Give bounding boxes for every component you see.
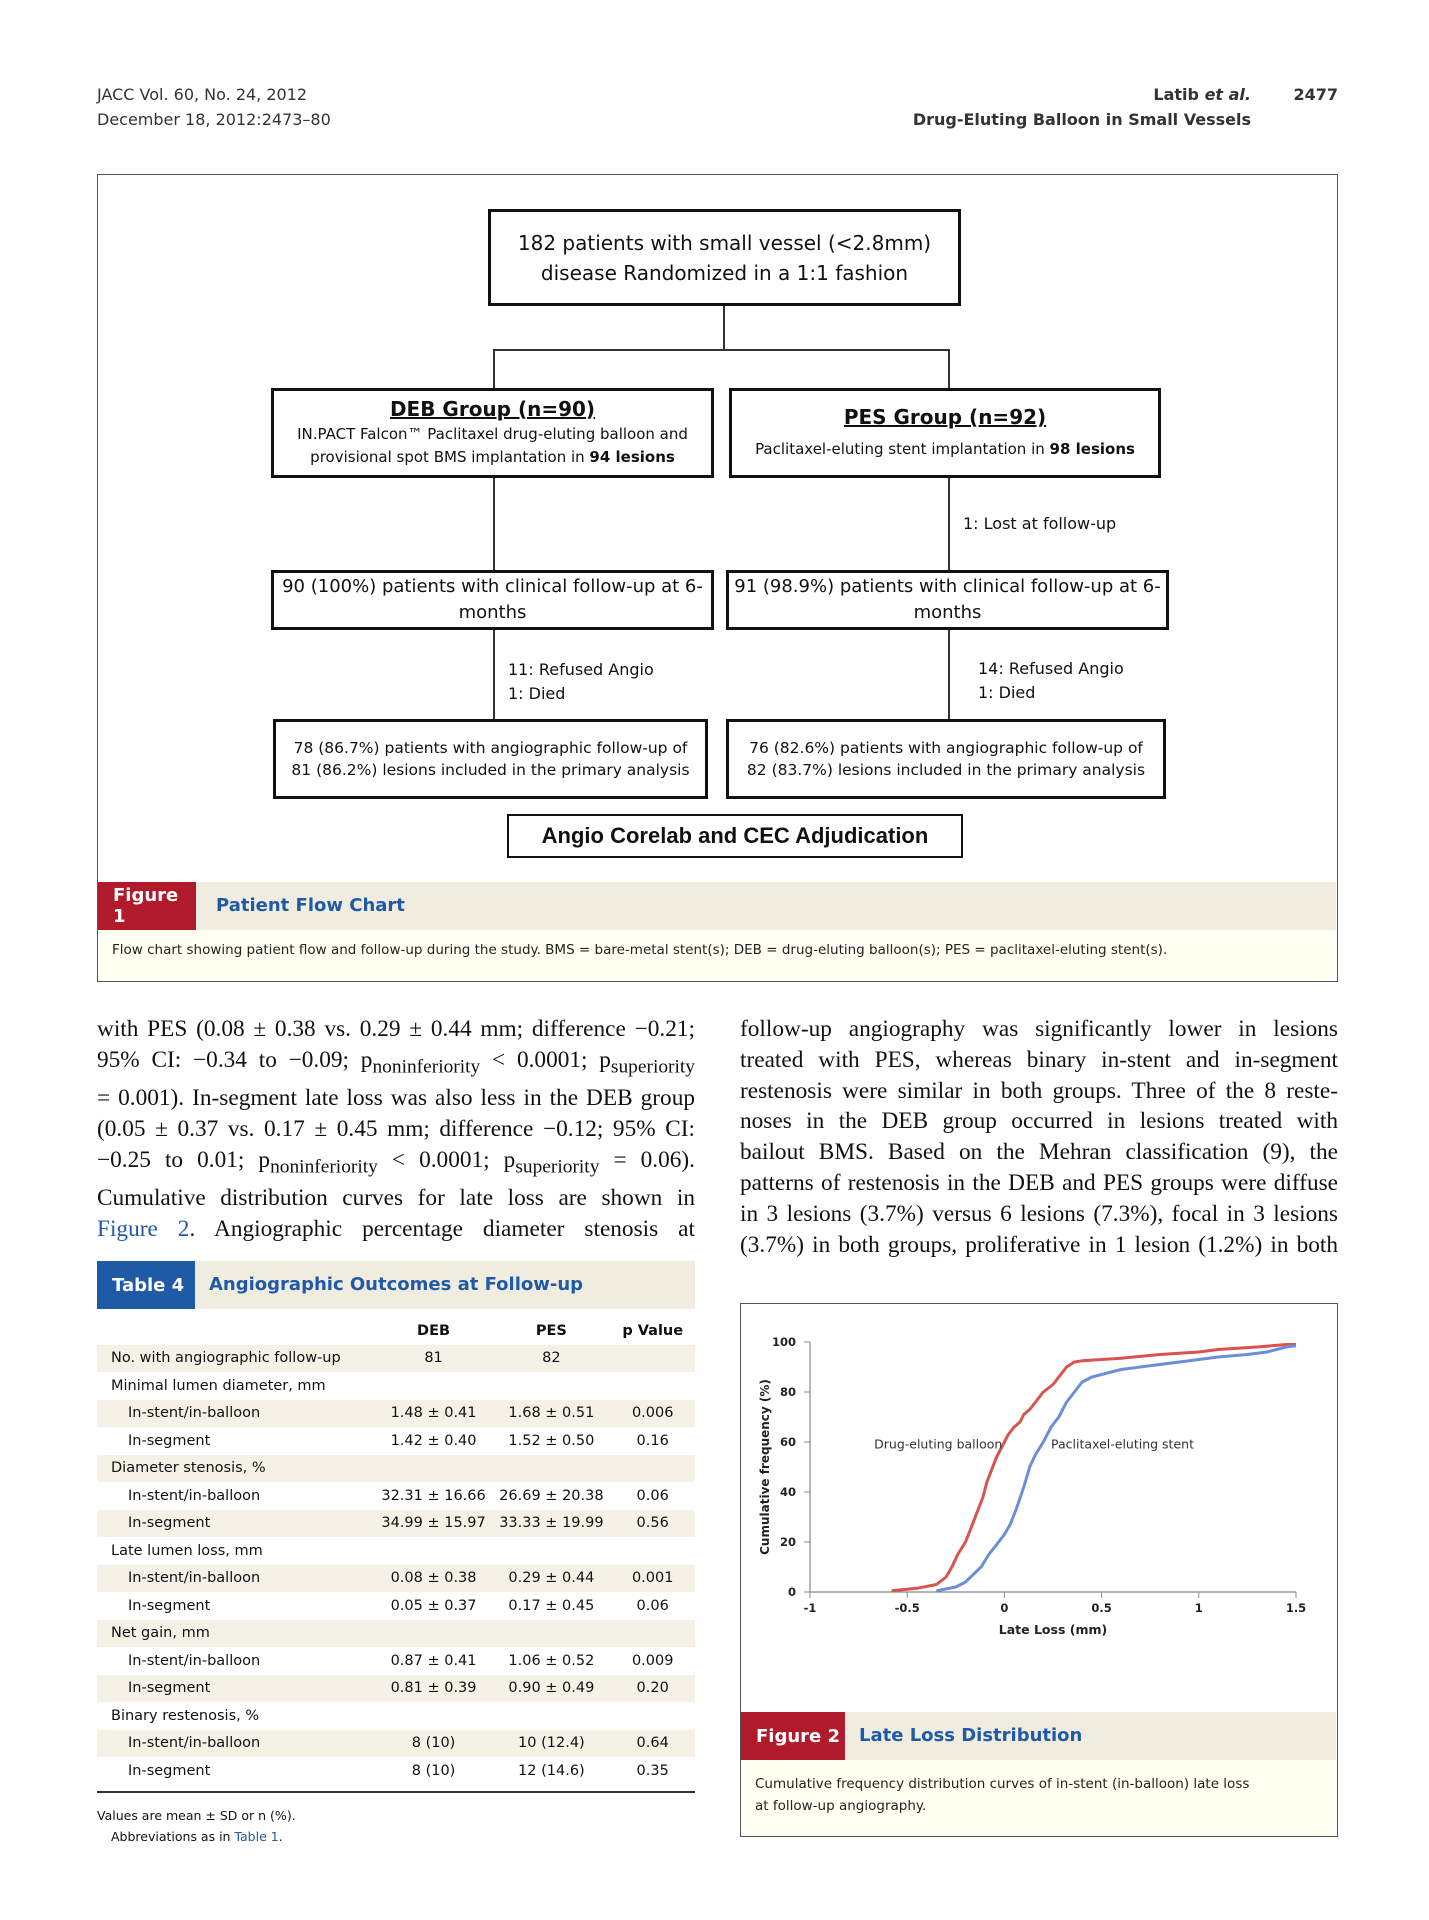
x-tick-label: -1 (803, 1601, 817, 1615)
table-cell-deb: 34.99 ± 15.97 (375, 1510, 493, 1538)
pes-angio-line-2: 82 (83.7%) lesions included in the primary analysis (746, 761, 1146, 779)
table-cell-deb (375, 1620, 493, 1648)
journal-date-pages: December 18, 2012:2473–80 (97, 110, 331, 129)
table-cell-label: No. with angiographic follow-up (97, 1345, 375, 1373)
table-cell-label: Diameter stenosis, % (97, 1455, 375, 1483)
corelab-box (507, 814, 963, 858)
table-cell-pes: 1.52 ± 0.50 (508, 1432, 595, 1449)
x-tick-label: 0.5 (1091, 1601, 1112, 1615)
connector (493, 349, 495, 388)
table-4-title: Angiographic Outcomes at Follow-up (209, 1274, 584, 1295)
table-footnote-1: Values are mean ± SD or n (%). (97, 1808, 296, 1823)
connector (723, 306, 725, 350)
table-cell-label: In-stent/in-balloon (128, 1652, 261, 1669)
table-cell-p (610, 1345, 695, 1373)
body-left-line: with PES (0.08 ± 0.38 vs. 0.29 ± 0.44 mm; difference −0.21; (97, 1016, 695, 1042)
table-cell-p: 0.001 (610, 1565, 695, 1593)
randomized-line-1: 182 patients with small vessel (<2.8mm) (517, 230, 932, 255)
pes-group-title: PES Group (n=92) (843, 405, 1047, 429)
table-cell-pes: 1.06 ± 0.52 (508, 1652, 595, 1669)
table-row (97, 1455, 695, 1483)
figure-2-caption-line: Cumulative frequency distribution curves of in-stent (in-balloon) late loss (755, 1776, 1250, 1792)
figure-2-title: Late Loss Distribution (859, 1725, 1083, 1746)
page-number: 2477 (1293, 85, 1338, 104)
table-cell-pes: 33.33 ± 19.99 (492, 1510, 610, 1538)
y-tick-label: 100 (771, 1335, 796, 1349)
figure-1 (97, 174, 1338, 982)
body-left-line: (0.05 ± 0.37 vs. 0.17 ± 0.45 mm; difference −0.12; 95% CI: (97, 1116, 695, 1143)
y-tick-label: 20 (779, 1535, 796, 1549)
table-cell-deb (375, 1372, 493, 1400)
table-cell-label: In-segment (128, 1762, 211, 1779)
table-cell-p: 0.64 (610, 1730, 695, 1758)
table-row (97, 1730, 695, 1758)
table-cell-p: 0.56 (610, 1510, 695, 1538)
table-cell-deb: 1.42 ± 0.40 (390, 1432, 477, 1449)
table-header-cell: PES (535, 1322, 567, 1339)
table-cell-pes: 82 (492, 1345, 610, 1373)
table-cell-p: 0.006 (610, 1400, 695, 1428)
deb-died: 1: Died (508, 684, 566, 703)
table-cell-label: In-stent/in-balloon (97, 1730, 375, 1758)
table-cell-label: Net gain, mm (97, 1620, 375, 1648)
table-cell-label: In-segment (128, 1432, 211, 1449)
table-cell-pes: 0.90 ± 0.49 (492, 1675, 610, 1703)
chart-axes (772, 1335, 1306, 1615)
randomized-box (488, 209, 961, 306)
author-name: Latib (1153, 85, 1199, 104)
deb-exclusions (508, 658, 654, 706)
author-etal: et al. (1204, 85, 1251, 104)
connector (948, 349, 950, 388)
table-cell-p: 0.009 (631, 1652, 674, 1669)
author-line (913, 82, 1251, 107)
table-cell-p: 0.20 (610, 1675, 695, 1703)
table-cell-pes (492, 1537, 610, 1565)
table-cell-label: Binary restenosis, % (111, 1707, 260, 1724)
pes-exclusions (978, 657, 1124, 705)
body-right-line: follow-up angiography was significantly lower in lesions (740, 1016, 1338, 1042)
table-row (97, 1620, 695, 1648)
table-cell-pes (492, 1702, 610, 1730)
table-cell-p: 0.16 (636, 1432, 669, 1449)
deb-group-desc-2 (310, 446, 675, 469)
body-right-column (740, 1014, 1338, 1260)
table-cell-deb: 32.31 ± 16.66 (381, 1487, 486, 1504)
table-cell-deb: 8 (10) (375, 1730, 493, 1758)
chart-series (892, 1345, 1296, 1591)
deb-refused: 11: Refused Angio (508, 660, 654, 679)
late-loss-chart (741, 1304, 1337, 1714)
body-left-line: −0.25 to 0.01; $p_{noninferiority} < 0.0001$; $p_{superiority} = 0.06$). (97, 1146, 695, 1178)
body-right-line: patterns of restenosis in the DEB and PES groups were diffuse (740, 1169, 1338, 1196)
table-cell-deb: 8 (10) (411, 1762, 456, 1779)
running-header-right (913, 82, 1251, 132)
body-right-line: noses in the DEB group occurred in lesions treated with (740, 1108, 1338, 1135)
body-left-line: Figure 2. Angiographic percentage diameter stenosis at (97, 1216, 695, 1243)
table-cell-pes: 10 (12.4) (492, 1730, 610, 1758)
annotation-deb: Drug-eluting balloon (874, 1436, 1003, 1452)
table-cell-deb: 0.05 ± 0.37 (390, 1597, 477, 1614)
deb-clinical-line-2: months (458, 602, 527, 623)
deb-angio-line-1: 78 (86.7%) patients with angiographic follow-up of (293, 739, 688, 757)
table-cell-deb: 1.48 ± 0.41 (375, 1400, 493, 1428)
table-cell-deb (375, 1537, 493, 1565)
series-line-deb (892, 1345, 1296, 1591)
table-cell-label: Late lumen loss, mm (111, 1542, 263, 1559)
table-cell-deb: 81 (375, 1345, 493, 1373)
table-header-cell: DEB (417, 1322, 451, 1339)
table-cell-label: In-segment (97, 1675, 375, 1703)
pes-clinical-followup-box (726, 570, 1169, 630)
table-cell-pes: 0.29 ± 0.44 (492, 1565, 610, 1593)
table-row (97, 1510, 695, 1538)
table-4 (97, 1317, 695, 1785)
pes-group-lesions: 98 lesions (1049, 440, 1135, 458)
figure-2 (740, 1303, 1338, 1837)
figure-1-tag: Figure 1 (98, 882, 196, 930)
table-cell-label: In-stent/in-balloon (128, 1487, 261, 1504)
table-row (97, 1345, 695, 1373)
table-cell-p: 0.06 (636, 1487, 669, 1504)
corelab-label: Angio Corelab and CEC Adjudication (541, 823, 929, 848)
body-left-line: 95% CI: −0.34 to −0.09; $p_{noninferiority} < 0.0001$; $p_{superiority}$ (97, 1046, 695, 1078)
y-axis-label: Cumulative frequency (%) (758, 1379, 772, 1555)
pes-group-desc (755, 436, 1135, 462)
connector (493, 349, 950, 351)
table-cell-label: In-stent/in-balloon (97, 1565, 375, 1593)
y-tick-label: 0 (787, 1585, 796, 1599)
table-row (97, 1427, 695, 1455)
pes-angio-line-1: 76 (82.6%) patients with angiographic follow-up of (749, 739, 1143, 757)
body-left-column (97, 1014, 695, 1245)
pes-clinical-line-2: months (913, 602, 982, 623)
deb-angio-line-2: 81 (86.2%) lesions included in the primary analysis (291, 761, 690, 779)
body-left-line: = 0.001). In-segment late loss was also less in the DEB group (97, 1085, 695, 1112)
table-cell-label: Minimal lumen diameter, mm (111, 1377, 326, 1394)
pes-refused: 14: Refused Angio (978, 659, 1124, 678)
randomized-line-2: disease Randomized in a 1:1 fashion (540, 260, 909, 285)
table-4-tag: Table 4 (97, 1261, 195, 1309)
connector (948, 478, 950, 570)
connector (493, 630, 495, 719)
table-row (97, 1647, 695, 1675)
body-right-line: in 3 lesions (3.7%) versus 6 lesions (7.3%), focal in 3 lesions (740, 1200, 1338, 1227)
table-cell-p (610, 1537, 695, 1565)
y-tick-label: 60 (779, 1435, 796, 1449)
table-1-link[interactable]: Table 1 (234, 1829, 279, 1844)
table-cell-deb: 0.87 ± 0.41 (390, 1652, 477, 1669)
y-tick-label: 80 (779, 1385, 796, 1399)
table-row (97, 1537, 695, 1565)
table-cell-deb (375, 1455, 493, 1483)
table-footnote-2c: . (278, 1829, 283, 1844)
table-cell-p: 0.06 (636, 1597, 669, 1614)
table-header-row (97, 1317, 695, 1345)
body-right-line: (3.7%) in both groups, proliferative in 1 lesion (1.2%) in both (740, 1231, 1338, 1258)
y-tick-label: 40 (779, 1485, 796, 1499)
table-row (97, 1400, 695, 1428)
body-right-line: restenosis were similar in both groups. Three of the 8 reste- (740, 1077, 1338, 1104)
deb-group-lesions: 94 lesions (589, 447, 675, 466)
pes-angio-followup-box (726, 719, 1166, 799)
pes-group-desc-a: Paclitaxel-eluting stent implantation in (755, 440, 1050, 458)
deb-group-desc-2a: provisional spot BMS implantation in (310, 447, 590, 466)
x-tick-label: 1 (1194, 1601, 1203, 1615)
figure-2-caption (741, 1760, 1336, 1836)
table-row (97, 1565, 695, 1593)
running-header-left (97, 82, 331, 132)
connector (493, 478, 495, 570)
table-header-cell (97, 1317, 375, 1345)
pes-died: 1: Died (978, 683, 1036, 702)
table-cell-p (610, 1372, 695, 1400)
table-cell-p (610, 1455, 695, 1483)
table-row (97, 1592, 695, 1620)
x-tick-label: -0.5 (894, 1601, 920, 1615)
pes-lost-followup: 1: Lost at follow-up (963, 514, 1117, 533)
figure-2-caption-line: at follow-up angiography. (755, 1798, 927, 1814)
deb-clinical-line-1: 90 (100%) patients with clinical follow-up at 6- (282, 576, 703, 597)
deb-clinical-followup-box (271, 570, 714, 630)
table-row (97, 1482, 695, 1510)
x-tick-label: 1.5 (1285, 1601, 1307, 1615)
figure-2-tag: Figure 2 (741, 1712, 845, 1760)
short-title: Drug-Eluting Balloon in Small Vessels (912, 110, 1251, 129)
pes-clinical-line-1: 91 (98.9%) patients with clinical follow-up at 6- (734, 576, 1161, 597)
body-left-line: Cumulative distribution curves for late loss are shown in (97, 1185, 695, 1212)
table-row (97, 1702, 695, 1730)
table-header-cell: p Value (622, 1322, 684, 1339)
annotation-pes: Paclitaxel-eluting stent (1051, 1436, 1194, 1452)
table-cell-p: 0.35 (636, 1762, 669, 1779)
body-right-line: bailout BMS. Based on the Mehran classification (9), the (740, 1139, 1338, 1166)
table-cell-label: In-segment (128, 1597, 211, 1614)
figure-1-title: Patient Flow Chart (216, 895, 405, 916)
journal-volume: JACC Vol. 60, No. 24, 2012 (97, 85, 308, 104)
deb-group-title: DEB Group (n=90) (389, 396, 596, 421)
table-row (97, 1757, 695, 1785)
table-cell-pes: 26.69 ± 20.38 (499, 1487, 604, 1504)
body-right-line: treated with PES, whereas binary in-stent and in-segment (740, 1046, 1338, 1073)
table-cell-pes (492, 1620, 610, 1648)
deb-angio-followup-box (273, 719, 708, 799)
series-line-pes (936, 1346, 1296, 1591)
table-cell-pes (492, 1455, 610, 1483)
x-tick-label: 0 (1000, 1601, 1009, 1615)
table-cell-p (610, 1702, 695, 1730)
pes-group-box (729, 388, 1161, 478)
table-footnote-2a: Abbreviations as in (111, 1829, 235, 1844)
table-cell-deb: 0.81 ± 0.39 (375, 1675, 493, 1703)
table-cell-p (610, 1620, 695, 1648)
connector (948, 630, 950, 719)
table-row (97, 1675, 695, 1703)
table-cell-label: In-segment (97, 1510, 375, 1538)
table-cell-label: In-stent/in-balloon (97, 1400, 375, 1428)
table-cell-pes: 12 (14.6) (518, 1762, 585, 1779)
table-row (97, 1372, 695, 1400)
table-footnote-2 (111, 1829, 283, 1844)
table-cell-deb: 0.08 ± 0.38 (375, 1565, 493, 1593)
x-axis-label: Late Loss (mm) (998, 1622, 1108, 1637)
table-cell-deb (375, 1702, 493, 1730)
deb-group-box (271, 388, 714, 478)
figure-1-caption: Flow chart showing patient flow and follow-up during the study. BMS = bare-metal stent(s); DEB = drug-eluting balloon(s); PES = paclitaxel-eluting stent(s). (98, 930, 1336, 980)
table-cell-pes: 1.68 ± 0.51 (492, 1400, 610, 1428)
table-cell-pes (492, 1372, 610, 1400)
deb-group-desc-1: IN.PACT Falcon™ Paclitaxel drug-eluting balloon and (297, 424, 688, 443)
table-bottom-rule (97, 1791, 695, 1793)
table-cell-pes: 0.17 ± 0.45 (508, 1597, 595, 1614)
